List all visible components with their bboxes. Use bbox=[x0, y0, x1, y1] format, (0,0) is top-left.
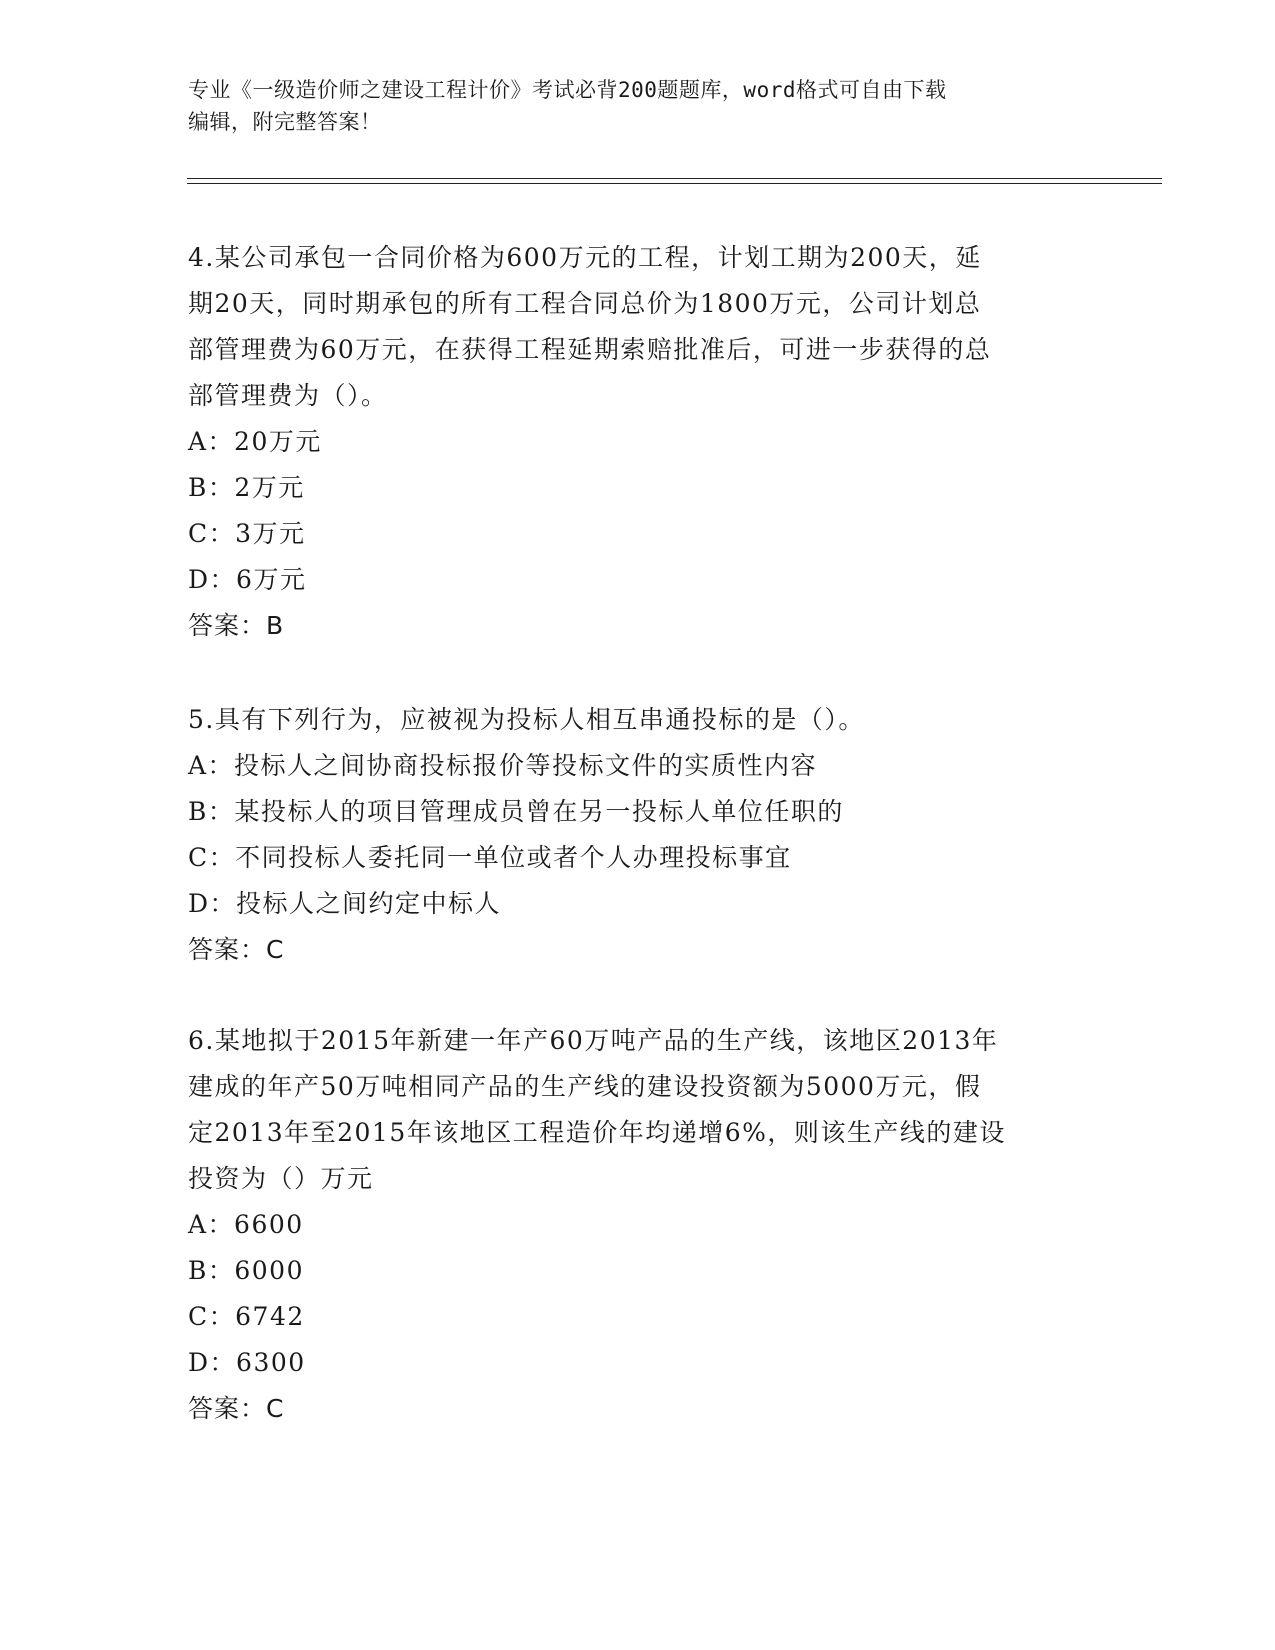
question-stem-line: 5.具有下列行为，应被视为投标人相互串通投标的是（）。 bbox=[188, 705, 865, 734]
document-header bbox=[188, 74, 1088, 138]
option-d: D：6万元 bbox=[188, 565, 307, 594]
option-c: C：不同投标人委托同一单位或者个人办理投标事宜 bbox=[188, 843, 792, 872]
question-stem-line: 建成的年产50万吨相同产品的生产线的建设投资额为5000万元，假 bbox=[188, 1072, 982, 1101]
answer-label: 答案：C bbox=[188, 935, 285, 964]
option-b: B：6000 bbox=[188, 1256, 304, 1285]
question-stem-line: 6.某地拟于2015年新建一年产60万吨产品的生产线，该地区2013年 bbox=[188, 1026, 999, 1055]
question-stem-line: 投资为（）万元 bbox=[188, 1164, 374, 1193]
question-4 bbox=[188, 235, 1088, 649]
option-b: B：2万元 bbox=[188, 473, 305, 502]
option-a: A：投标人之间协商投标报价等投标文件的实质性内容 bbox=[188, 751, 818, 780]
header-divider-bottom bbox=[187, 183, 1162, 184]
option-d: D：投标人之间约定中标人 bbox=[188, 889, 502, 918]
option-c: C：6742 bbox=[188, 1302, 305, 1331]
header-divider-top bbox=[187, 178, 1162, 179]
header-line-1: 专业《一级造价师之建设工程计价》考试必背200题题库，word格式可自由下载 bbox=[188, 78, 947, 102]
question-stem-line: 定2013年至2015年该地区工程造价年均递增6%，则该生产线的建设 bbox=[188, 1118, 1006, 1147]
option-b: B：某投标人的项目管理成员曾在另一投标人单位任职的 bbox=[188, 797, 844, 826]
question-stem-line: 部管理费为（）。 bbox=[188, 381, 388, 410]
question-6 bbox=[188, 1018, 1088, 1432]
answer-label: 答案：C bbox=[188, 1394, 285, 1423]
question-5 bbox=[188, 697, 1088, 973]
header-line-2: 编辑，附完整答案！ bbox=[188, 110, 382, 134]
question-stem-line: 期20天，同时期承包的所有工程合同总价为1800万元，公司计划总 bbox=[188, 289, 982, 318]
option-a: A：6600 bbox=[188, 1210, 304, 1239]
question-stem-line: 部管理费为60万元，在获得工程延期索赔批准后，可进一步获得的总 bbox=[188, 335, 992, 364]
option-d: D：6300 bbox=[188, 1348, 306, 1377]
answer-label: 答案：B bbox=[188, 611, 285, 640]
option-c: C：3万元 bbox=[188, 519, 306, 548]
option-a: A：20万元 bbox=[188, 427, 322, 456]
question-stem-line: 4.某公司承包一合同价格为600万元的工程，计划工期为200天，延 bbox=[188, 243, 982, 272]
